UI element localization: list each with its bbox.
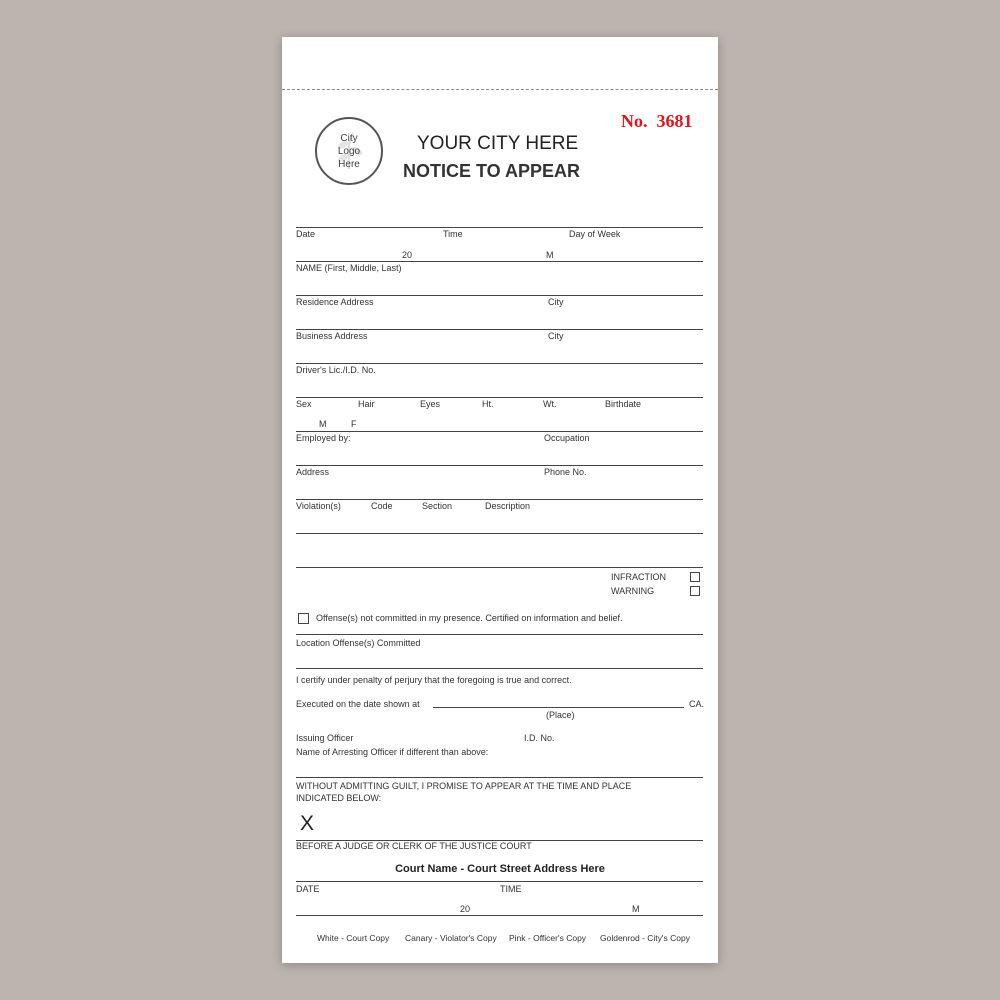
code-label: Code [371, 501, 393, 511]
time-label: Time [443, 229, 463, 239]
court-date-label: DATE [296, 884, 320, 894]
rule [296, 533, 703, 534]
section-label: Section [422, 501, 453, 511]
copy-canary: Canary - Violator's Copy [405, 933, 497, 943]
infraction-label: INFRACTION [611, 572, 666, 582]
issuing-officer-label: Issuing Officer [296, 733, 354, 743]
sex-label: Sex [296, 399, 312, 409]
number-value: 3681 [656, 111, 693, 131]
rule [296, 397, 703, 398]
phone-label: Phone No. [544, 467, 587, 477]
infraction-checkbox[interactable] [690, 572, 700, 582]
not-in-presence-checkbox[interactable] [298, 613, 309, 624]
birthdate-label: Birthdate [605, 399, 642, 409]
court-name: Court Name - Court Street Address Here [395, 863, 605, 875]
employed-by-label: Employed by: [296, 433, 351, 443]
rule [296, 329, 703, 330]
promise-text-2: INDICATED BELOW: [296, 793, 382, 803]
court-meridiem: M [632, 904, 640, 914]
certify-text: I certify under penalty of perjury that the foregoing is true and correct. [296, 675, 572, 685]
location-label: Location Offense(s) Committed [296, 638, 421, 648]
number-prefix: No. [621, 111, 648, 131]
citation-form [282, 37, 718, 963]
residence-address-label: Residence Address [296, 297, 374, 307]
day-of-week-label: Day of Week [569, 229, 621, 239]
meridiem: M [546, 250, 554, 260]
city-label: City [548, 331, 564, 341]
address-label: Address [296, 467, 330, 477]
copy-white: White - Court Copy [317, 933, 390, 943]
logo-text-1: City [340, 132, 358, 144]
warning-checkbox[interactable] [690, 586, 700, 596]
sex-female-option[interactable]: F [351, 419, 357, 429]
violations-label: Violation(s) [296, 501, 341, 511]
rule [296, 567, 703, 568]
rule [296, 295, 703, 296]
signature-mark: X [300, 812, 315, 835]
promise-text-1: WITHOUT ADMITTING GUILT, I PROMISE TO APPEAR AT THE TIME AND PLACE [296, 781, 632, 791]
year-prefix: 20 [402, 250, 413, 260]
not-in-presence-label: Offense(s) not committed in my presence. Certified on information and belief. [316, 613, 623, 623]
date-label: Date [296, 229, 316, 239]
rule [296, 634, 703, 635]
rule [296, 668, 703, 669]
warning-label: WARNING [611, 586, 655, 596]
city-logo [315, 117, 383, 185]
executed-label: Executed on the date shown at [296, 699, 420, 709]
id-no-label: I.D. No. [524, 733, 555, 743]
eyes-label: Eyes [420, 399, 441, 409]
name-label: NAME (First, Middle, Last) [296, 263, 402, 273]
place-label: (Place) [546, 710, 575, 720]
court-time-label: TIME [500, 884, 522, 894]
rule [296, 261, 703, 262]
place-line [433, 707, 684, 708]
business-address-label: Business Address [296, 331, 368, 341]
weight-label: Wt. [543, 399, 557, 409]
city-label: City [548, 297, 564, 307]
form-title: NOTICE TO APPEAR [403, 161, 581, 181]
height-label: Ht. [482, 399, 494, 409]
before-judge-text: BEFORE A JUDGE OR CLERK OF THE JUSTICE COURT [296, 841, 532, 851]
description-label: Description [485, 501, 531, 511]
sex-male-option[interactable]: M [319, 419, 327, 429]
perforation-line [282, 89, 718, 90]
logo-text-2: Logo [337, 145, 361, 157]
rule [296, 777, 703, 778]
rule [296, 465, 703, 466]
rule [296, 363, 703, 364]
copy-pink: Pink - Officer's Copy [509, 933, 587, 943]
rule [296, 227, 703, 228]
court-year-prefix: 20 [460, 904, 471, 914]
hair-label: Hair [358, 399, 375, 409]
occupation-label: Occupation [544, 433, 590, 443]
rule [296, 915, 703, 916]
logo-text-3: Here [338, 158, 360, 170]
copy-goldenrod: Goldenrod - City's Copy [600, 933, 690, 943]
rule [296, 881, 703, 882]
citation-number [621, 111, 693, 132]
rule [296, 431, 703, 432]
rule [296, 499, 703, 500]
city-name: YOUR CITY HERE [417, 133, 579, 154]
state-label: CA. [689, 699, 705, 709]
drivers-license-label: Driver's Lic./I.D. No. [296, 365, 376, 375]
arresting-officer-label: Name of Arresting Officer if different than above: [296, 747, 489, 757]
